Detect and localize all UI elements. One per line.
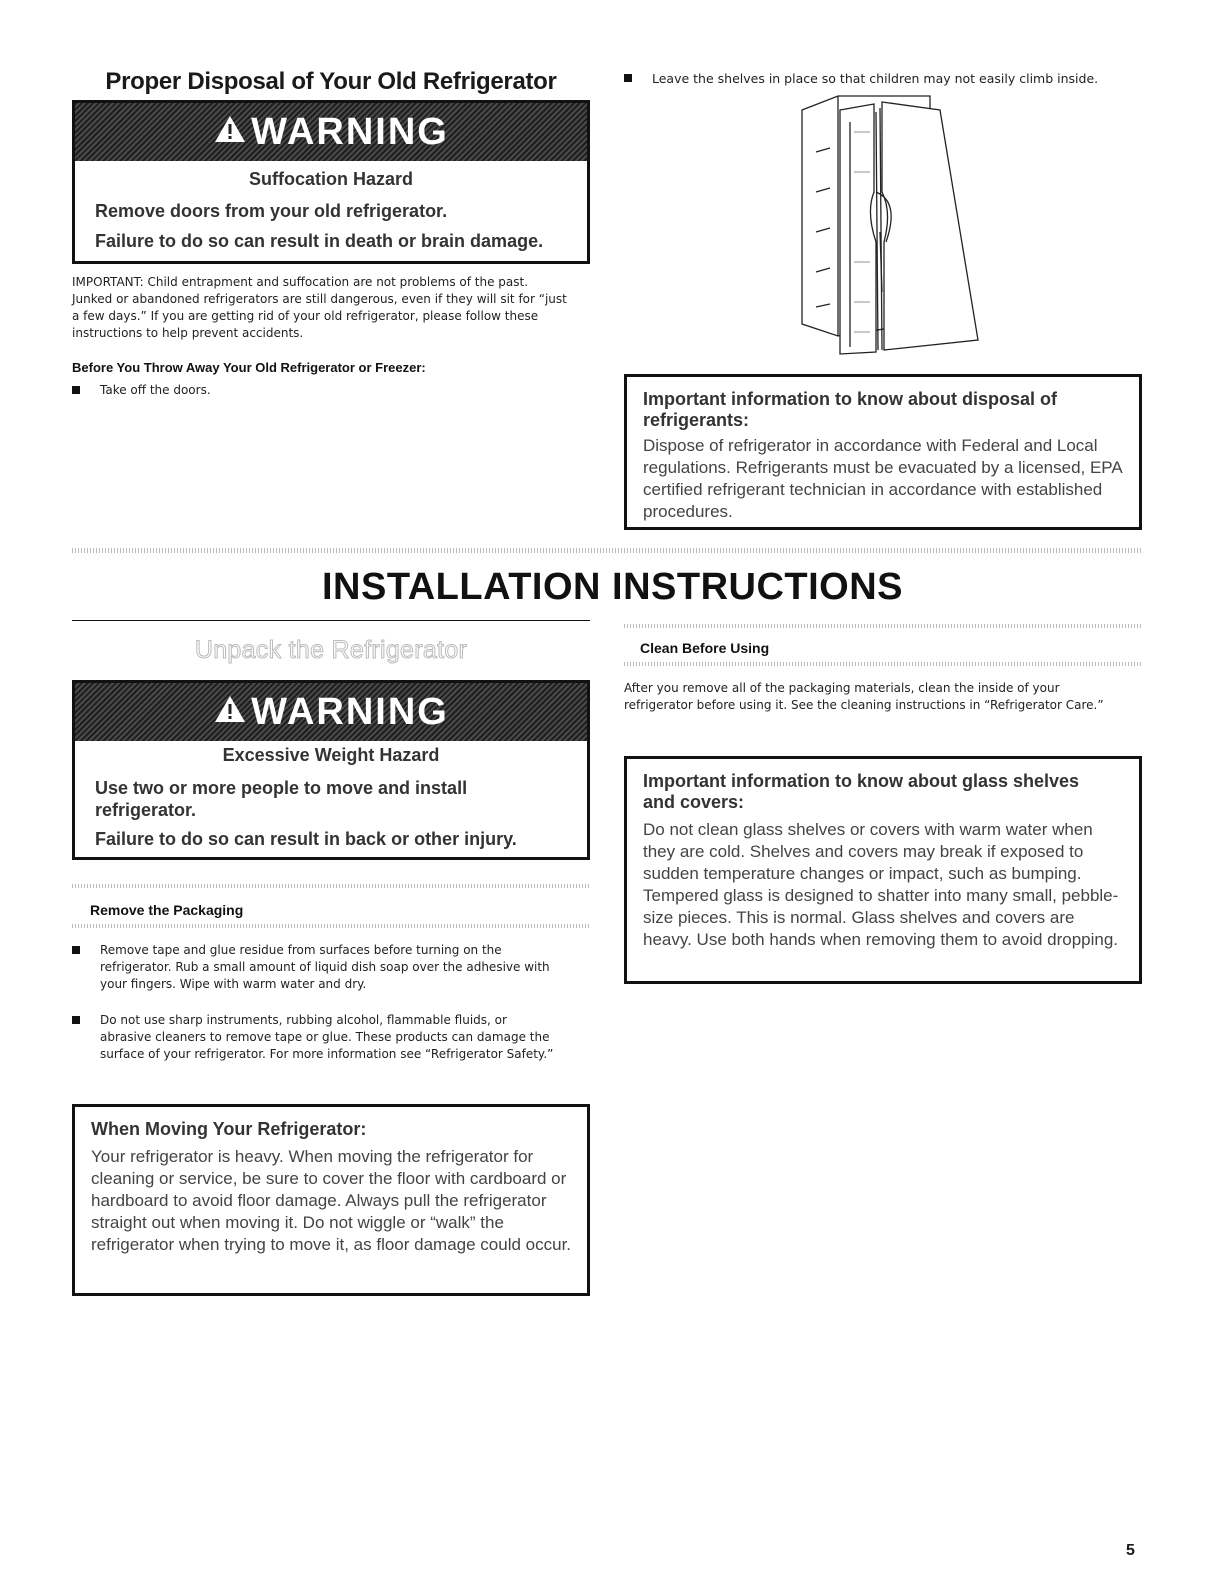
warning-triangle-icon	[213, 111, 247, 154]
glass-heading: Important information to know about glass shelves and covers:	[643, 771, 1080, 812]
list-item	[72, 382, 572, 399]
weight-warning-box	[72, 680, 590, 860]
refrigerator-illustration	[790, 92, 990, 362]
warning-triangle-icon	[213, 691, 247, 734]
moving-heading: When Moving Your Refrigerator:	[91, 1119, 367, 1139]
bullet-icon	[72, 1016, 80, 1024]
warning-label: WARNING	[251, 110, 449, 153]
section-divider	[72, 924, 590, 928]
important-paragraph: IMPORTANT: Child entrapment and suffocation are not problems of the past. Junked or abandoned refrigerators are still dangerous, even if they will sit for “just a few days.” If you are getting rid of your old refrigerator, please follow these instructions to help prevent accidents.	[72, 275, 567, 340]
page-number: 5	[1126, 1542, 1135, 1559]
bullet-icon	[72, 386, 80, 394]
section-divider	[72, 884, 590, 888]
list-item	[624, 70, 1184, 87]
moving-info-box	[72, 1104, 590, 1296]
section-divider	[624, 662, 1142, 666]
refrigerants-text: Dispose of refrigerator in accordance with Federal and Local regulations. Refrigerants must be evacuated by a licensed, EPA certified refrigerant technician in accordance with established procedures.	[643, 436, 1122, 521]
glass-text: Do not clean glass shelves or covers with warm water when they are cold. Shelves and covers may break if exposed to sudden temperature changes or impact, such as bumping. Tempered glass is designed to shatter into many small, pebble-size pieces. This is normal. Glass shelves and covers are heavy. Use both hands when removing them to avoid dropping.	[643, 820, 1119, 949]
column-rule	[72, 620, 590, 621]
moving-text: Your refrigerator is heavy. When moving the refrigerator for cleaning or service, be sure to cover the floor with cardboard or hardboard to avoid floor damage. Always pull the refrigerator straight out when moving it. Do not wiggle or “walk” the refrigerator when trying to move it, as floor damage could occur.	[91, 1147, 572, 1254]
warning-line-1: Remove doors from your old refrigerator.	[95, 201, 448, 221]
section-divider	[624, 624, 1142, 628]
bullet-shelves-text: Leave the shelves in place so that children may not easily climb inside.	[652, 71, 1099, 86]
list-item	[72, 942, 562, 993]
warning-line-2: Failure to do so can result in death or brain damage.	[95, 231, 544, 251]
warning-banner	[75, 103, 587, 161]
bullet-icon	[624, 74, 632, 82]
suffocation-warning-box	[72, 100, 590, 264]
warning-banner	[75, 683, 587, 741]
clean-text: After you remove all of the packaging materials, clean the inside of your refrigerator before using it. See the cleaning instructions in “Refrigerator Care.”	[624, 681, 1104, 712]
bullet-doors-text: Take off the doors.	[100, 383, 211, 397]
warning-line-2: Failure to do so can result in back or other injury.	[95, 829, 517, 849]
clean-before-using-heading: Clean Before Using	[640, 640, 770, 656]
glass-info-box	[624, 756, 1142, 984]
hazard-title: Suffocation Hazard	[248, 169, 413, 189]
remove-bullet-1: Remove tape and glue residue from surfaces before turning on the refrigerator. Rub a small amount of liquid dish soap over the adhesive with your fingers. Wipe with warm water and dry.	[100, 943, 550, 991]
installation-title: INSTALLATION INSTRUCTIONS	[321, 566, 904, 608]
list-item	[72, 1012, 562, 1063]
disposal-title: Proper Disposal of Your Old Refrigerator	[105, 68, 557, 95]
refrigerator-icon	[790, 92, 990, 362]
hazard-title: Excessive Weight Hazard	[222, 745, 440, 765]
unpack-title: Unpack the Refrigerator	[194, 636, 468, 664]
remove-bullet-2: Do not use sharp instruments, rubbing alcohol, flammable fluids, or abrasive cleaners to remove tape or glue. These products can damage the surface of your refrigerator. For more information see “Refrigerator Safety.”	[100, 1013, 554, 1061]
warning-line-1: Use two or more people to move and install refrigerator.	[95, 778, 468, 820]
before-throw-away-heading: Before You Throw Away Your Old Refrigerator or Freezer:	[72, 360, 426, 375]
refrigerants-info-box	[624, 374, 1142, 530]
warning-label: WARNING	[251, 690, 449, 733]
bullet-icon	[72, 946, 80, 954]
remove-packaging-heading: Remove the Packaging	[90, 902, 244, 918]
refrigerants-heading: Important information to know about disposal of refrigerants:	[643, 389, 1057, 430]
section-divider	[72, 548, 1142, 553]
